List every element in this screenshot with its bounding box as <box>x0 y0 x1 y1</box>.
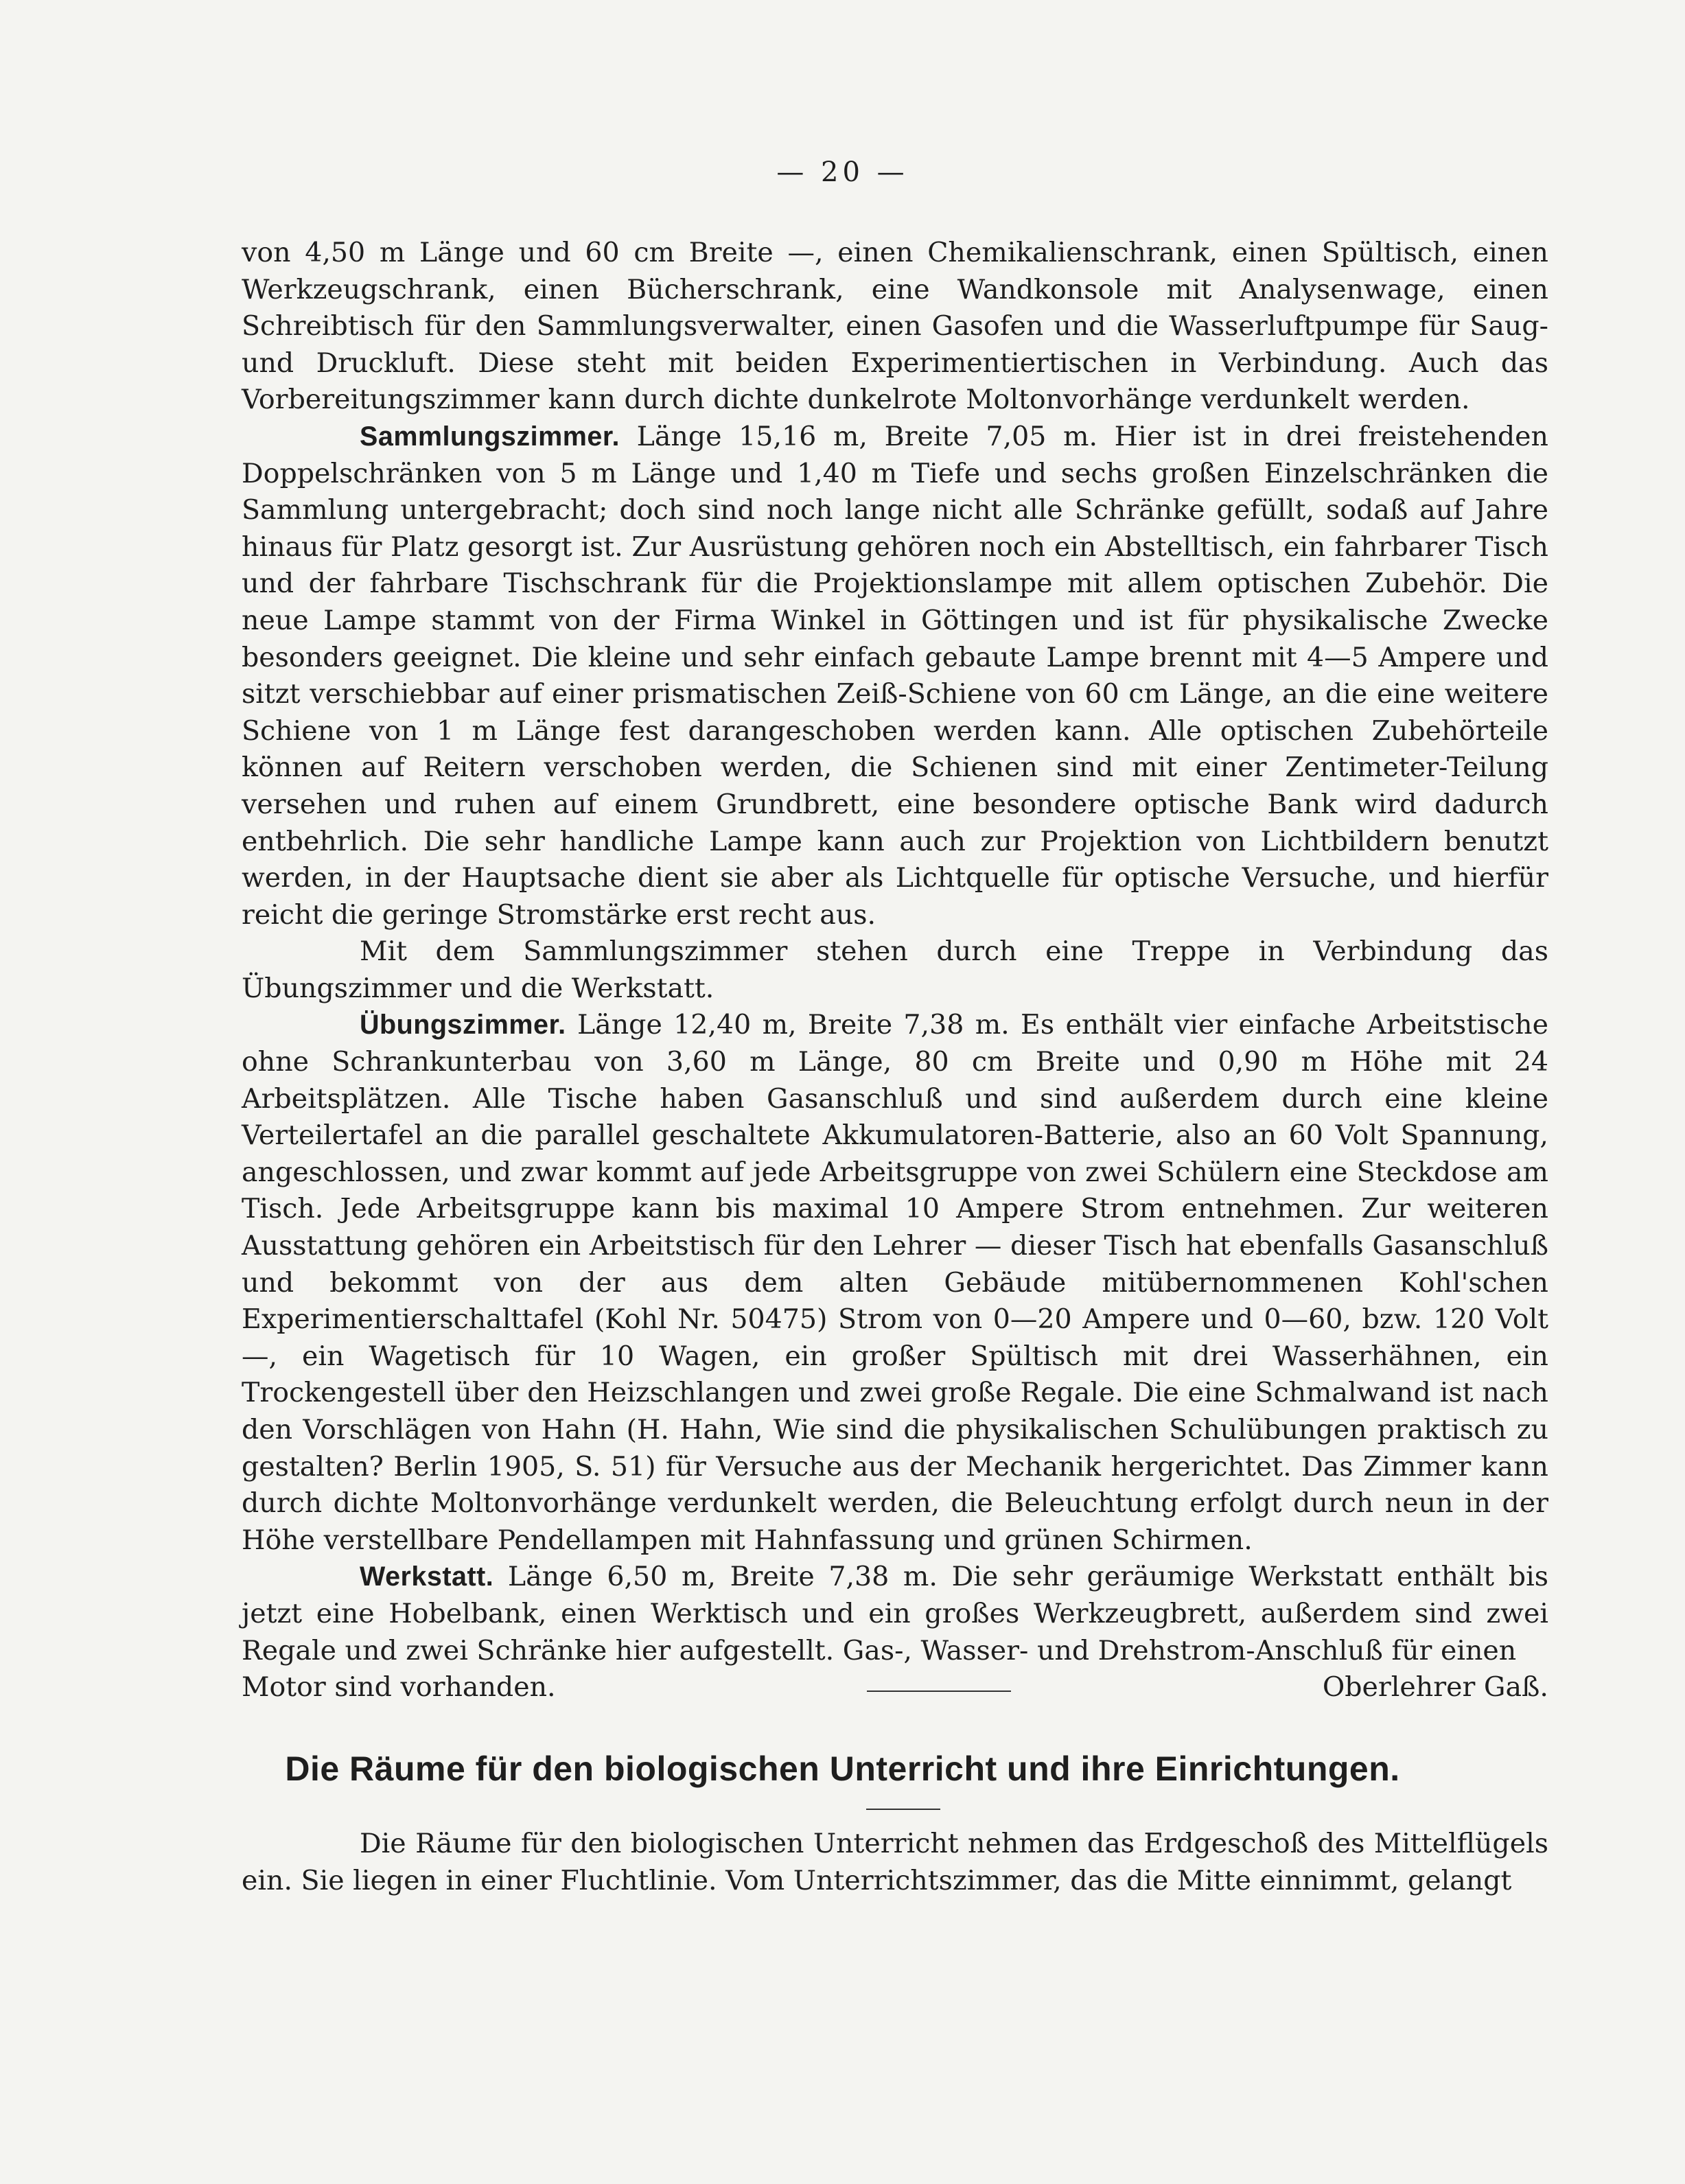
author-signature: Oberlehrer Gaß. <box>1322 1671 1548 1704</box>
title-rule <box>866 1809 940 1810</box>
section-end-rule <box>867 1691 1011 1692</box>
biology-paragraph: Die Räume für den biologischen Unterricht nehmen das Erdgeschoß des Mittelflügels ein. Sie liegen in einer Fluchtlinie. Vom Unterrichtszimmer, das die Mitte einnimmt, gelangt <box>242 1828 1548 1896</box>
uebungszimmer-heading: Übungszimmer. <box>360 1010 566 1041</box>
uebungszimmer-paragraph <box>242 1007 1548 1559</box>
signature-line <box>242 1669 1548 1706</box>
werkstatt-last-line: Motor sind vorhanden. <box>242 1671 556 1704</box>
werkstatt-text: Länge 6,50 m, Breite 7,38 m. Die sehr geräumige Werkstatt enthält bis jetzt eine Hobelbank, einen Werktisch und ein großes Werkzeugbrett, außerdem sind zwei Regale und zwei Schränke hier aufgestellt. Gas-, Wasser- und Drehstrom-Anschluß für einen <box>242 1561 1548 1666</box>
physics-rooms-text <box>242 235 1548 1706</box>
werkstatt-heading: Werkstatt. <box>360 1561 494 1592</box>
biology-section-title: Die Räume für den biologischen Unterricht und ihre Einrichtungen. <box>285 1750 1400 1788</box>
page-number: — 20 — <box>776 156 909 188</box>
sammlungszimmer-heading: Sammlungszimmer. <box>360 421 620 452</box>
sammlungszimmer-paragraph <box>242 419 1548 933</box>
intro-paragraph: von 4,50 m Länge und 60 cm Breite —, einen Chemikalienschrank, einen Spültisch, einen Werkzeugschrank, einen Bücherschrank, eine Wandkonsole mit Analysenwage, einen Schreibtisch für den Sammlungsverwalter, einen Gasofen und die Wasserluftpumpe für Saug- und Druckluft. Diese steht mit beiden Experimentiertischen in Verbindung. Auch das Vorbereitungszimmer kann durch dichte dunkelrote Moltonvorhänge verdunkelt werden. <box>242 237 1548 416</box>
biology-text <box>242 1826 1548 1899</box>
sammlungszimmer-text: Länge 15,16 m, Breite 7,05 m. Hier ist in drei freistehenden Doppelschränken von 5 m Länge und 1,40 m Tiefe und sechs großen Einzelschränken die Sammlung untergebracht; doch sind noch lange nicht alle Schränke gefüllt, sodaß auf Jahre hinaus für Platz gesorgt ist. Zur Ausrüstung gehören noch ein Abstelltisch, ein fahrbarer Tisch und der fahrbare Tischschrank für die Projektionslampe mit allem optischen Zubehör. Die neue Lampe stammt von der Firma Winkel in Göttingen und ist für physikalische Zwecke besonders geeignet. Die kleine und sehr einfach gebaute Lampe brennt mit 4—5 Ampere und sitzt verschiebbar auf einer prismatischen Zeiß-Schiene von 60 cm Länge, an die eine weitere Schiene von 1 m Länge fest darangeschoben werden kann. Alle optischen Zubehörteile können auf Reitern verschoben werden, die Schienen sind mit einer Zentimeter-Teilung versehen und ruhen auf einem Grundbrett, eine besondere optische Bank wird dadurch entbehrlich. Die sehr handliche Lampe kann auch zur Projektion von Lichtbildern benutzt werden, in der Hauptsache dient sie aber als Lichtquelle für optische Versuche, und hierfür reicht die geringe Stromstärke erst recht aus. <box>242 420 1548 931</box>
uebungszimmer-text: Länge 12,40 m, Breite 7,38 m. Es enthält vier einfache Arbeitstische ohne Schrankunterbau von 3,60 m Länge, 80 cm Breite und 0,90 m Höhe mit 24 Arbeitsplätzen. Alle Tische haben Gasanschluß und sind außerdem durch eine kleine Verteilertafel an die parallel geschaltete Akkumulatoren-Batterie, also an 60 Volt Spannung, angeschlossen, und zwar kommt auf jede Arbeitsgruppe von zwei Schülern eine Steckdose am Tisch. Jede Arbeitsgruppe kann bis maximal 10 Ampere Strom entnehmen. Zur weiteren Ausstattung gehören ein Arbeitstisch für den Lehrer — dieser Tisch hat ebenfalls Gasanschluß und bekommt von der aus dem alten Gebäude mitübernommenen Kohl'schen Experimentierschalttafel (Kohl Nr. 50475) Strom von 0—20 Ampere und 0—60, bzw. 120 Volt —, ein Wagetisch für 10 Wagen, ein großer Spültisch mit drei Wasserhähnen, ein Trockengestell über den Heizschlangen und zwei große Regale. Die eine Schmalwand ist nach den Vorschlägen von Hahn (H. Hahn, Wie sind die physikalischen Schulübungen praktisch zu gestalten? Berlin 1905, S. 51) für Versuche aus der Mechanik hergerichtet. Das Zimmer kann durch dichte Moltonvorhänge verdunkelt werden, die Beleuchtung erfolgt durch neun in der Höhe verstellbare Pendellampen mit Hahnfassung und grünen Schirmen. <box>242 1009 1548 1556</box>
werkstatt-paragraph <box>242 1559 1548 1669</box>
connection-paragraph: Mit dem Sammlungszimmer stehen durch eine Treppe in Verbindung das Übungszimmer und die Werkstatt. <box>242 936 1548 1004</box>
